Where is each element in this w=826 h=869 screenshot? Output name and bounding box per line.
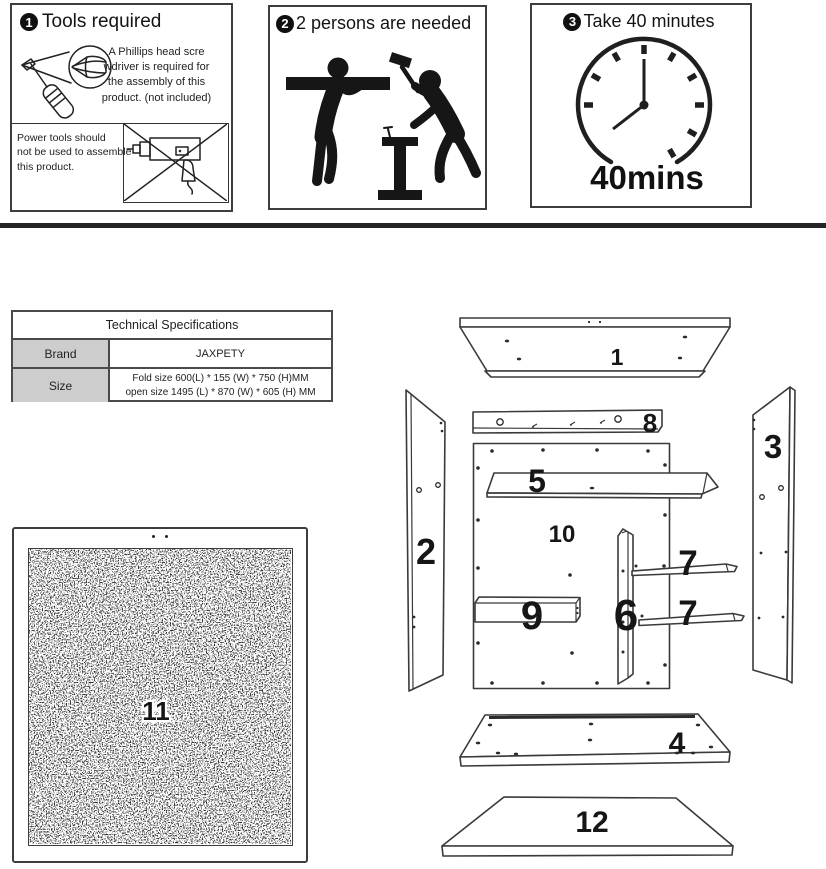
exploded-diagram <box>386 300 826 869</box>
tools-required-title: Tools required <box>42 11 162 32</box>
part-2-shape <box>406 390 445 691</box>
part-4-shape <box>460 714 730 766</box>
spec-table-title: Technical Specifications <box>13 312 331 340</box>
phillips-note <box>84 45 229 106</box>
part-8-shape <box>473 408 662 438</box>
tools-box-separator <box>12 123 123 124</box>
part-11-label: 11 <box>142 696 170 726</box>
table-row <box>13 340 331 367</box>
step-2-badge: 2 <box>276 15 294 33</box>
drill-crossed-icon <box>124 124 227 201</box>
part-2-label: 2 <box>415 531 437 572</box>
time-header <box>532 5 750 32</box>
two-persons-header <box>270 7 485 34</box>
duration-label: 40mins <box>590 159 704 196</box>
screw-hole <box>152 535 155 538</box>
part-1-label: 1 <box>610 344 624 370</box>
part-5-label: 5 <box>528 463 546 499</box>
time-title: Take 40 minutes <box>583 11 715 31</box>
two-persons-icon <box>278 41 481 206</box>
part-12-shape <box>442 797 733 856</box>
power-note-line: this product. <box>17 160 75 173</box>
part-9-label: 9 <box>520 594 544 638</box>
part-12-label: 12 <box>575 806 609 839</box>
time-box <box>530 3 752 208</box>
part-8-label: 8 <box>642 408 658 438</box>
brand-label-cell: Brand <box>13 340 110 367</box>
part-7-top-label: 7 <box>678 544 698 583</box>
part-4-label: 4 <box>668 727 686 760</box>
part-11-texture <box>28 548 293 846</box>
part-10-label: 10 <box>548 521 576 548</box>
part-3-label: 3 <box>763 428 783 465</box>
power-note-line: not be used to assemble <box>17 146 132 159</box>
phillips-note-line: wdriver is required for <box>103 61 210 74</box>
spec-table <box>11 310 333 402</box>
phillips-note-line: the assembly of this <box>107 76 206 89</box>
clock-icon <box>549 33 739 205</box>
screw-hole <box>165 535 168 538</box>
size-line-2: open size 1495 (L) * 870 (W) * 605 (H) MM <box>125 386 316 398</box>
tools-required-header <box>12 5 231 33</box>
size-line-1: Fold size 600(L) * 155 (W) * 750 (H)MM <box>132 373 309 384</box>
size-label-cell: Size <box>13 369 110 402</box>
step-1-badge: 1 <box>20 13 38 31</box>
section-divider <box>0 223 826 228</box>
part-6-label: 6 <box>613 591 639 640</box>
table-row <box>13 367 331 400</box>
no-power-tools-sign <box>123 123 229 203</box>
part-1-shape <box>460 318 730 377</box>
power-note-line: Power tools should <box>17 132 106 144</box>
tools-required-box <box>10 3 233 212</box>
speckle-texture <box>29 549 291 844</box>
phillips-note-line: product. (not included) <box>101 91 212 104</box>
phillips-note-line: A Phillips head scre <box>108 46 205 58</box>
part-3-shape <box>753 387 795 683</box>
part-7-bottom-label: 7 <box>678 594 698 633</box>
brand-value-cell: JAXPETY <box>196 347 245 360</box>
part-11-shape <box>12 527 308 863</box>
two-persons-box <box>268 5 487 210</box>
size-value-cell <box>110 369 331 402</box>
step-3-badge: 3 <box>563 13 581 31</box>
two-persons-title: 2 persons are needed <box>296 13 472 33</box>
